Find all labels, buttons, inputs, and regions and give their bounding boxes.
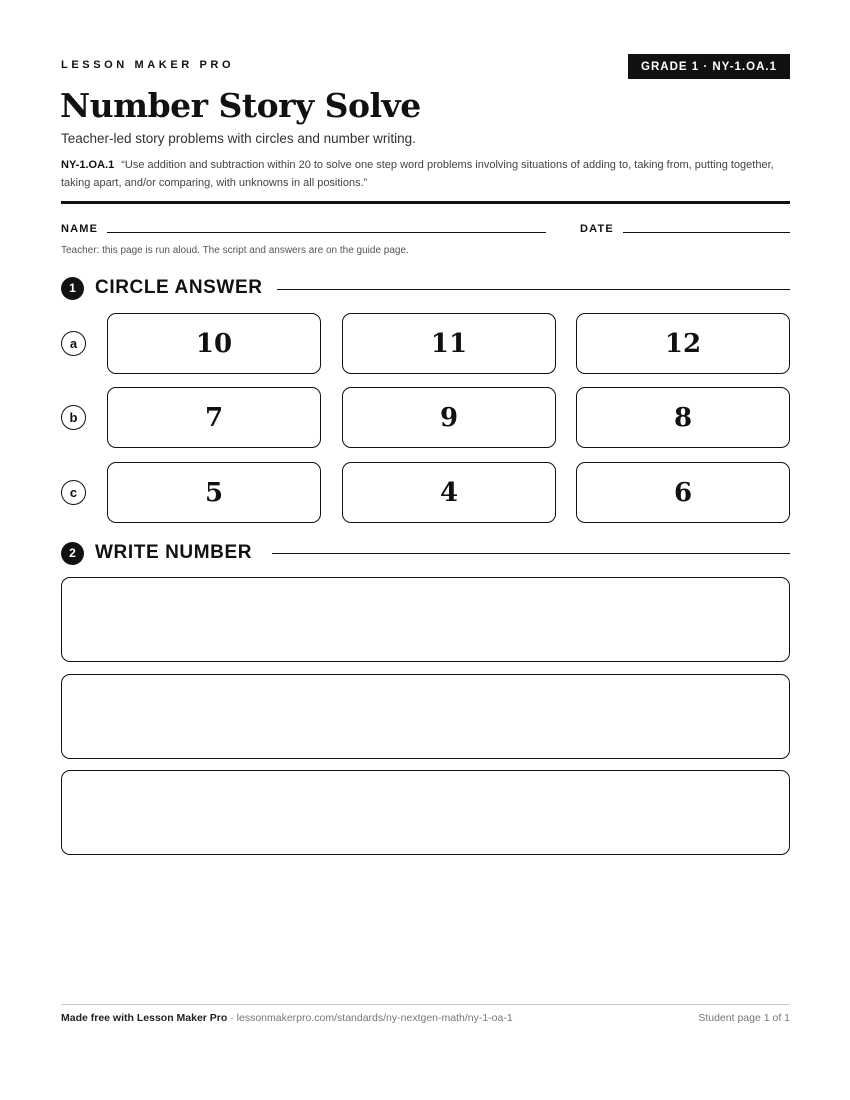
- answer-choice-c-3[interactable]: 6: [576, 462, 790, 523]
- page-title: Number Story Solve: [60, 86, 421, 125]
- page-subtitle: Teacher-led story problems with circles and number writing.: [61, 131, 416, 146]
- answer-choice-c-1[interactable]: 5: [107, 462, 321, 523]
- answer-choice-b-1[interactable]: 7: [107, 387, 321, 448]
- teacher-note: Teacher: this page is run aloud. The script and answers are on the guide page.: [61, 245, 409, 256]
- footer-divider: [61, 1004, 790, 1005]
- footer-page-number: Student page 1 of 1: [698, 1012, 790, 1024]
- answer-choice-b-2[interactable]: 9: [342, 387, 556, 448]
- standard-text: “Use addition and subtraction within 20 to solve one step word problems involving situations of adding to, taking from, putting together, taking apart, and/or comparing, with unknowns in all positions.”: [61, 159, 774, 189]
- header-divider: [61, 201, 790, 204]
- answer-choice-a-3[interactable]: 12: [576, 313, 790, 374]
- date-label: DATE: [580, 223, 614, 235]
- standard-code: NY-1.OA.1: [61, 159, 115, 171]
- answer-choice-a-1[interactable]: 10: [107, 313, 321, 374]
- section-rule: [272, 553, 790, 554]
- footer-url-link[interactable]: lessonmakerpro.com/standards/ny-nextgen-math/ny-1-oa-1: [236, 1012, 513, 1024]
- answer-choice-b-3[interactable]: 8: [576, 387, 790, 448]
- section-title: WRITE NUMBER: [95, 542, 253, 563]
- name-label: NAME: [61, 223, 99, 235]
- brand-name: LESSON MAKER PRO: [61, 59, 235, 71]
- standard-description: [61, 157, 801, 192]
- name-field[interactable]: [107, 232, 546, 233]
- footer-separator: ·: [227, 1012, 237, 1024]
- date-field[interactable]: [623, 232, 790, 233]
- write-number-box-1[interactable]: [61, 577, 790, 662]
- write-number-box-2[interactable]: [61, 674, 790, 759]
- section-number-badge: 1: [61, 277, 84, 300]
- row-letter-c: c: [61, 480, 86, 505]
- section-write-number-header: [61, 541, 252, 565]
- row-letter-b: b: [61, 405, 86, 430]
- write-number-box-3[interactable]: [61, 770, 790, 855]
- section-number-badge: 2: [61, 542, 84, 565]
- section-circle-answer-header: [61, 276, 263, 300]
- section-rule: [277, 289, 790, 290]
- row-letter-a: a: [61, 331, 86, 356]
- section-title: CIRCLE ANSWER: [95, 277, 263, 298]
- footer-made-with: Made free with Lesson Maker Pro: [61, 1012, 228, 1024]
- grade-badge: GRADE 1 · NY-1.OA.1: [628, 54, 790, 79]
- answer-choice-c-2[interactable]: 4: [342, 462, 556, 523]
- footer-credit: [61, 1012, 513, 1024]
- answer-choice-a-2[interactable]: 11: [342, 313, 556, 374]
